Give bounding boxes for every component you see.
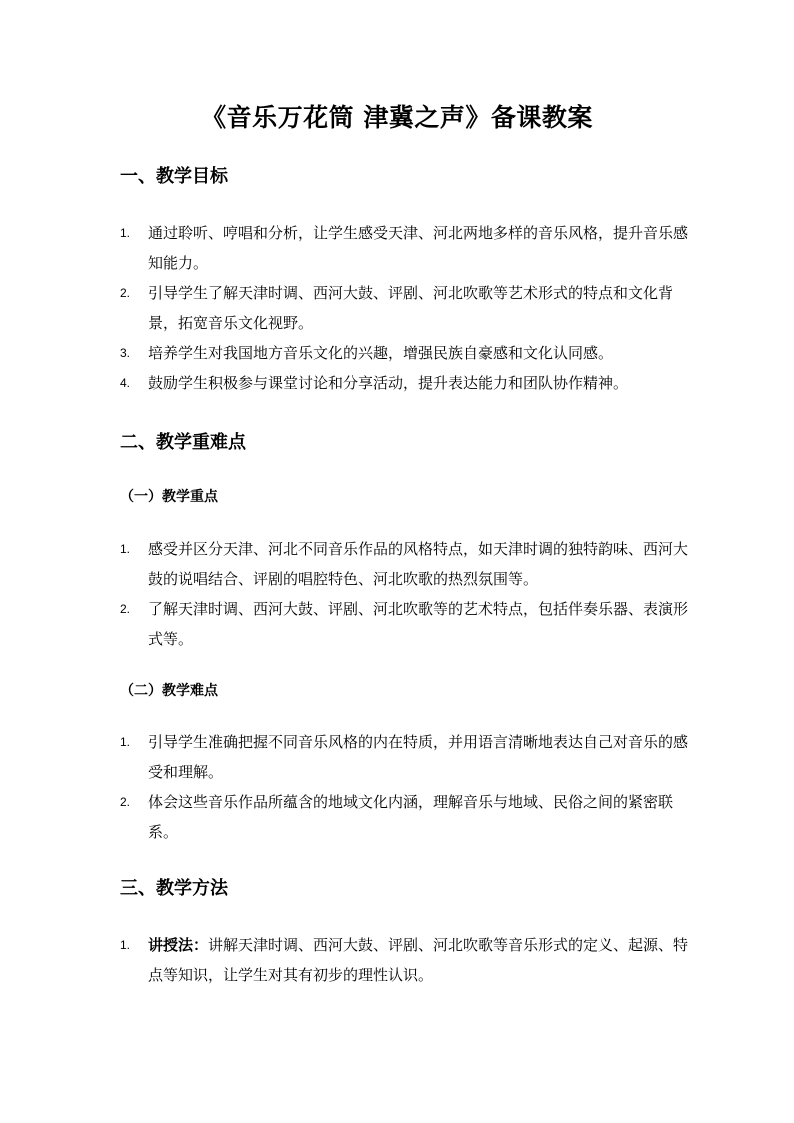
list-item-text: 引导学生准确把握不同音乐风格的内在特质，并用语言清晰地表达自己对音乐的感受和理解。 <box>148 733 689 781</box>
list-number: 1. <box>120 542 131 556</box>
method-label: 讲授法： <box>148 936 209 954</box>
list-number: 2. <box>120 286 131 300</box>
section-heading-teaching-goals: 一、教学目标 <box>120 166 228 187</box>
section-heading-teaching-methods: 三、教学方法 <box>120 878 228 899</box>
subsection-heading-key-points: （一）教学重点 <box>120 489 218 505</box>
teaching-goals-list <box>120 218 690 398</box>
list-item-text: 引导学生了解天津时调、西河大鼓、评剧、河北吹歌等艺术形式的特点和文化背景，拓宽音乐文化视野。 <box>148 284 674 332</box>
list-number: 2. <box>120 795 131 809</box>
list-item-text: 培养学生对我国地方音乐文化的兴趣，增强民族自豪感和文化认同感。 <box>148 344 614 362</box>
list-item <box>120 534 690 594</box>
list-item <box>120 278 690 338</box>
list-item-text: 了解天津时调、西河大鼓、评剧、河北吹歌等的艺术特点，包括伴奏乐器、表演形式等。 <box>148 600 689 648</box>
list-item <box>120 930 690 990</box>
list-item <box>120 368 690 398</box>
list-item <box>120 594 690 654</box>
key-points-list <box>120 534 690 654</box>
list-number: 1. <box>120 226 131 240</box>
list-item-text <box>148 930 690 990</box>
list-item <box>120 218 690 278</box>
list-item-text: 体会这些音乐作品所蕴含的地域文化内涵，理解音乐与地域、民俗之间的紧密联系。 <box>148 793 674 841</box>
document-title: 《音乐万花筒 津冀之声》备课教案 <box>201 103 593 132</box>
subsection-heading-difficult-points: （二）教学难点 <box>120 683 218 699</box>
list-item <box>120 727 690 787</box>
list-item <box>120 338 690 368</box>
list-item-text: 感受并区分天津、河北不同音乐作品的风格特点，如天津时调的独特韵味、西河大鼓的说唱结合、评剧的唱腔特色、河北吹歌的热烈氛围等。 <box>148 540 689 588</box>
list-number: 1. <box>120 735 131 749</box>
difficult-points-list <box>120 727 690 847</box>
list-item-text: 通过聆听、哼唱和分析，让学生感受天津、河北两地多样的音乐风格，提升音乐感知能力。 <box>148 224 689 272</box>
list-item <box>120 787 690 847</box>
list-number: 3. <box>120 346 131 360</box>
teaching-methods-list <box>120 930 690 990</box>
list-number: 4. <box>120 376 131 390</box>
list-item-text: 鼓励学生积极参与课堂讨论和分享活动，提升表达能力和团队协作精神。 <box>148 374 629 392</box>
list-number: 1. <box>120 938 131 952</box>
list-number: 2. <box>120 602 131 616</box>
method-description: 讲解天津时调、西河大鼓、评剧、河北吹歌等音乐形式的定义、起源、特点等知识，让学生对其有初步的理性认识。 <box>148 936 689 984</box>
section-heading-key-difficult-points: 二、教学重难点 <box>120 432 246 453</box>
